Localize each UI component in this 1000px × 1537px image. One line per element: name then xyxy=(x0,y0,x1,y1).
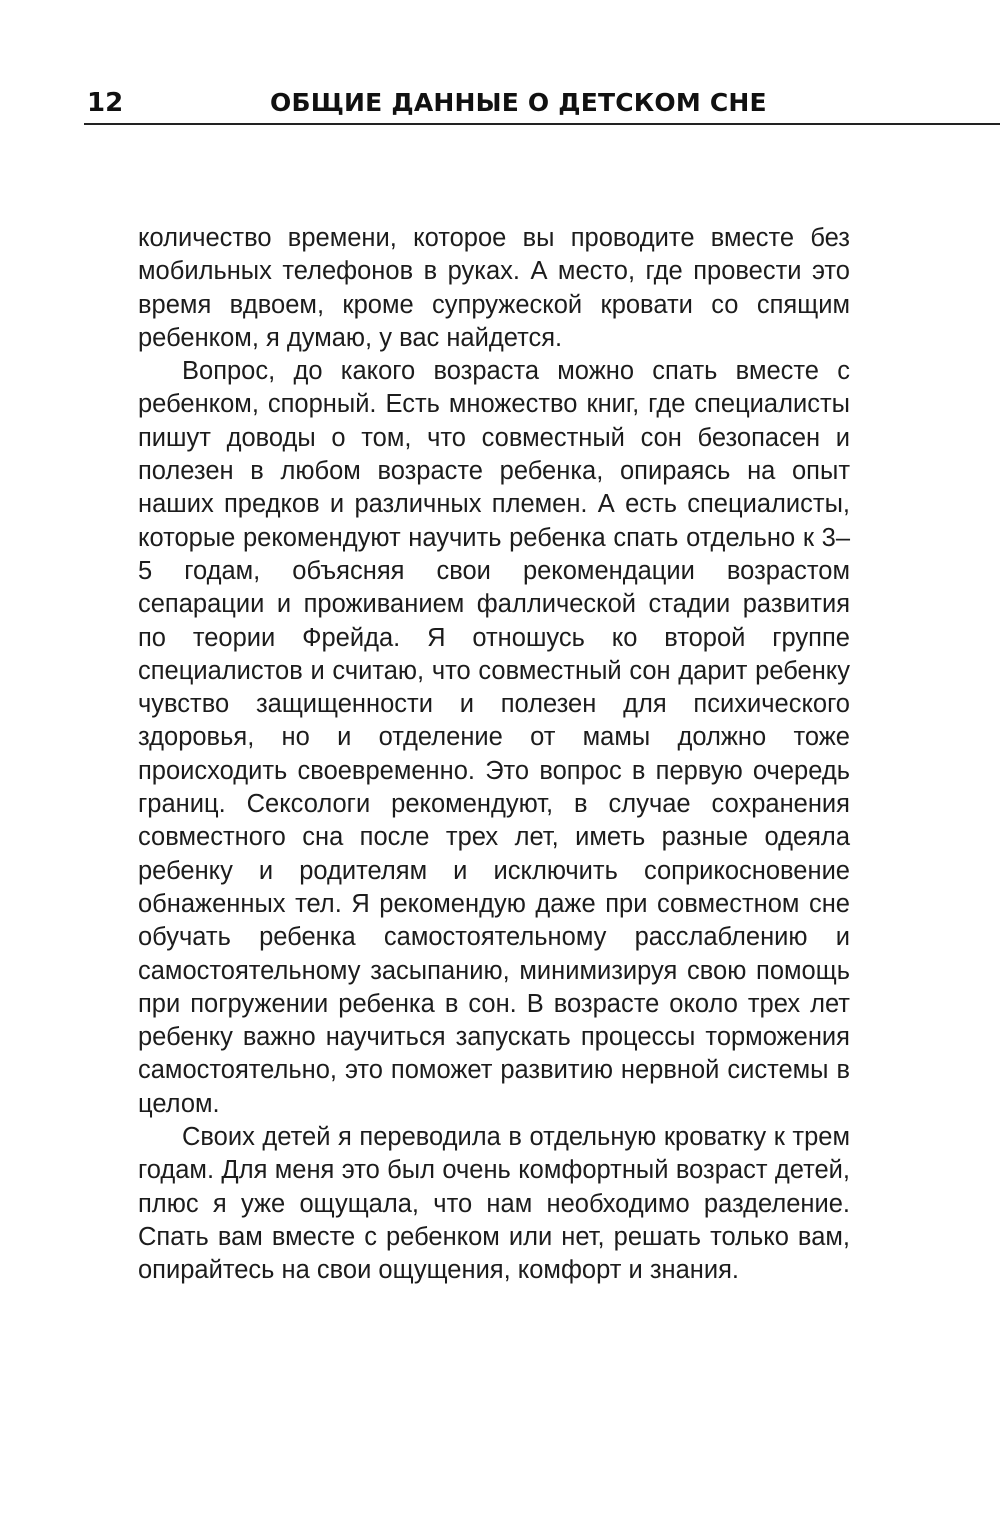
page-number: 12 xyxy=(87,88,124,118)
chapter-title: ОБЩИЕ ДАННЫЕ О ДЕТСКОМ СНЕ xyxy=(270,88,767,117)
header-rule xyxy=(84,123,1000,125)
paragraph: количество времени, которое вы проводите вместе без мобильных телефонов в руках. А место, где провести это время вдвоем, кроме супружеской кровати со спящим ребенком, я думаю, у вас найдется. xyxy=(138,224,850,352)
paragraph: Вопрос, до какого возраста можно спать вместе с ребенком, спорный. Есть множество книг, где специалисты пишут доводы о том, что совместный сон безопасен и полезен в любом возрасте ребенка, опираясь на опыт наших предков и различных племен. А есть специалисты, которые рекомендуют научить ребенка спать отдельно к 3–5 годам, объясняя свои рекомендации возрастом сепарации и проживанием фаллической стадии развития по теории Фрейда. Я отношусь ко второй группе специалистов и считаю, что совместный сон дарит ребенку чувство защищенности и полезен для психического здоровья, но и отделение от мамы должно тоже происходить своевременно. Это вопрос в первую очередь границ. Сексологи рекомендуют, в случае сохранения совместного сна после трех лет, иметь разные одеяла ребенку и родителям и исключить соприкосновение обнаженных тел. Я рекомендую даже при совместном сне обучать ребенка самостоятельному расслаблению и самостоятельному засыпанию, минимизируя свою помощь при погружении ребенка в сон. В возрасте около трех лет ребенку важно научиться запускать процессы торможения самостоятельно, это поможет развитию нервной системы в целом. xyxy=(138,357,850,1118)
body-text xyxy=(138,222,850,1288)
running-header xyxy=(0,86,1000,124)
paragraph: Своих детей я переводила в отдельную кроватку к трем годам. Для меня это был очень комфортный возраст детей, плюс я уже ощущала, что нам необходимо разделение. Спать вам вместе с ребенком или нет, решать только вам, опирайтесь на свои ощущения, комфорт и знания. xyxy=(138,1123,850,1285)
